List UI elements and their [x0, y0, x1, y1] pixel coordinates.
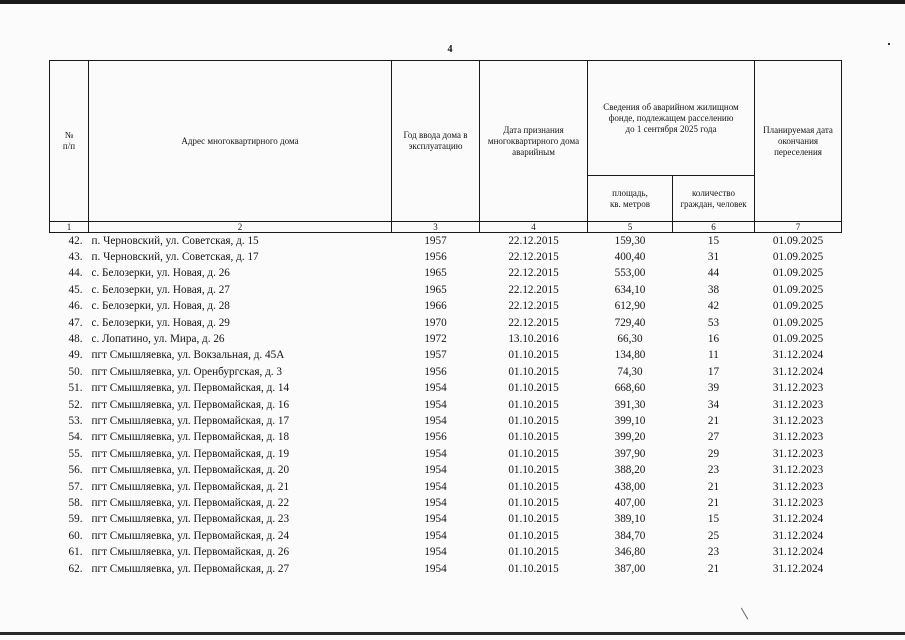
row-people: 15: [707, 234, 720, 247]
row-year: 1956: [424, 251, 447, 264]
row-number: 62.: [68, 562, 83, 575]
row-year: 1954: [424, 480, 447, 493]
row-number: 47.: [68, 316, 83, 329]
row-year: 1954: [424, 382, 447, 395]
row-year: 1972: [424, 333, 447, 346]
row-planned-date: 31.12.2024: [772, 349, 824, 362]
row-area: 384,70: [614, 529, 646, 542]
row-area: 438,00: [614, 480, 646, 493]
row-emergency-date: 01.10.2015: [508, 431, 559, 444]
column-number: 6: [673, 222, 755, 233]
row-number: 53.: [68, 414, 83, 427]
row-year: 1966: [424, 300, 447, 313]
row-address: пгт Смышляевка, ул. Вокзальная, д. 45А: [91, 349, 285, 362]
table-row: [50, 348, 842, 364]
row-emergency-date: 01.10.2015: [508, 447, 559, 460]
row-year: 1954: [424, 562, 447, 575]
table-row: [50, 282, 842, 298]
row-year: 1954: [424, 447, 447, 460]
row-area: 346,80: [614, 546, 646, 559]
row-number: 58.: [68, 496, 83, 509]
row-people: 39: [707, 382, 720, 395]
row-area: 668,60: [614, 382, 646, 395]
row-planned-date: 01.09.2025: [772, 267, 824, 280]
row-year: 1957: [424, 234, 447, 247]
table-row: [50, 233, 842, 250]
row-planned-date: 31.12.2024: [772, 562, 824, 575]
page-number: 4: [447, 44, 453, 55]
row-year: 1954: [424, 496, 447, 509]
header-area: площадь, кв. метров: [588, 176, 673, 222]
row-year: 1954: [424, 464, 447, 477]
table-row: [50, 528, 842, 544]
row-planned-date: 31.12.2023: [772, 464, 824, 477]
row-area: 399,10: [614, 414, 646, 427]
row-emergency-date: 01.10.2015: [508, 496, 559, 509]
scan-edge-bottom: [0, 632, 905, 635]
row-number: 60.: [68, 529, 83, 542]
row-emergency-date: 01.10.2015: [508, 398, 559, 411]
row-emergency-date: 22.12.2015: [508, 300, 559, 313]
row-number: 54.: [68, 431, 83, 444]
row-number: 55.: [68, 447, 83, 460]
row-address: с. Белозерки, ул. Новая, д. 28: [91, 300, 230, 313]
row-address: пгт Смышляевка, ул. Первомайская, д. 24: [91, 529, 290, 542]
row-number: 43.: [68, 251, 83, 264]
header-num: № п/п: [50, 61, 89, 222]
row-address: пгт Смышляевка, ул. Первомайская, д. 21: [91, 480, 290, 493]
row-year: 1954: [424, 414, 447, 427]
row-area: 399,20: [614, 431, 646, 444]
table-row: [50, 544, 842, 560]
row-address: пгт Смышляевка, ул. Первомайская, д. 19: [91, 447, 290, 460]
row-address: с. Белозерки, ул. Новая, д. 29: [91, 316, 230, 329]
table-row: [50, 561, 842, 577]
row-year: 1965: [424, 283, 447, 296]
row-address: пгт Смышляевка, ул. Первомайская, д. 14: [91, 382, 290, 395]
row-people: 27: [707, 431, 720, 444]
row-year: 1954: [424, 546, 447, 559]
table-row: [50, 266, 842, 282]
header-date-emergency: Дата признания многоквартирного дома аварийным: [480, 61, 588, 222]
row-area: 391,30: [614, 398, 646, 411]
table-row: [50, 495, 842, 511]
row-emergency-date: 01.10.2015: [508, 529, 559, 542]
row-address: п. Черновский, ул. Советская, д. 17: [91, 251, 259, 264]
row-planned-date: 31.12.2023: [772, 398, 824, 411]
row-year: 1970: [424, 316, 447, 329]
row-number: 44.: [68, 267, 83, 280]
table-row: [50, 249, 842, 265]
scan-scratch: [741, 608, 748, 620]
row-area: 66,30: [617, 333, 643, 346]
row-number: 51.: [68, 382, 83, 395]
row-area: 74,30: [617, 365, 643, 378]
row-people: 21: [707, 562, 720, 575]
row-people: 29: [707, 447, 720, 460]
row-area: 407,00: [614, 496, 646, 509]
row-year: 1954: [424, 398, 447, 411]
row-planned-date: 01.09.2025: [772, 251, 824, 264]
row-planned-date: 31.12.2024: [772, 365, 824, 378]
row-address: пгт Смышляевка, ул. Оренбургская, д. 3: [91, 365, 282, 378]
row-people: 23: [707, 464, 720, 477]
row-year: 1956: [424, 365, 447, 378]
column-number: 3: [392, 222, 480, 233]
table-row: [50, 381, 842, 397]
row-number: 42.: [68, 234, 83, 247]
column-number: 1: [50, 222, 89, 233]
row-people: 53: [707, 316, 720, 329]
row-year: 1965: [424, 267, 447, 280]
row-emergency-date: 01.10.2015: [508, 513, 559, 526]
row-address: пгт Смышляевка, ул. Первомайская, д. 26: [91, 546, 290, 559]
table-row: [50, 315, 842, 331]
row-emergency-date: 01.10.2015: [508, 480, 559, 493]
scan-speck: [888, 43, 890, 45]
row-number: 57.: [68, 480, 83, 493]
row-people: 15: [707, 513, 720, 526]
row-planned-date: 31.12.2023: [772, 431, 824, 444]
row-planned-date: 31.12.2024: [772, 513, 824, 526]
header-planned-date: Планируемая дата окончания переселения: [755, 61, 842, 222]
row-planned-date: 01.09.2025: [772, 316, 824, 329]
row-area: 159,30: [614, 234, 646, 247]
row-number: 59.: [68, 513, 83, 526]
row-area: 388,20: [614, 464, 646, 477]
row-planned-date: 31.12.2023: [772, 414, 824, 427]
column-number: 4: [480, 222, 588, 233]
row-people: 38: [707, 283, 720, 296]
row-area: 634,10: [614, 283, 646, 296]
row-number: 56.: [68, 464, 83, 477]
row-planned-date: 31.12.2024: [772, 529, 824, 542]
row-number: 48.: [68, 333, 83, 346]
row-emergency-date: 22.12.2015: [508, 234, 559, 247]
row-number: 52.: [68, 398, 83, 411]
row-emergency-date: 01.10.2015: [508, 349, 559, 362]
row-planned-date: 31.12.2023: [772, 447, 824, 460]
row-people: 23: [707, 546, 720, 559]
row-area: 400,40: [614, 251, 646, 264]
row-address: п. Черновский, ул. Советская, д. 15: [91, 234, 259, 247]
row-emergency-date: 01.10.2015: [508, 562, 559, 575]
row-number: 45.: [68, 283, 83, 296]
row-address: пгт Смышляевка, ул. Первомайская, д. 20: [91, 464, 290, 477]
column-number: 2: [89, 222, 392, 233]
row-area: 397,90: [614, 447, 646, 460]
row-people: 21: [707, 480, 720, 493]
row-area: 612,90: [614, 300, 646, 313]
header-people: количество граждан, человек: [673, 176, 755, 222]
header-year: Год ввода дома в эксплуатацию: [392, 61, 480, 222]
row-address: с. Лопатино, ул. Мира, д. 26: [91, 333, 225, 346]
table-row: [50, 446, 842, 462]
row-area: 134,80: [614, 349, 646, 362]
row-address: пгт Смышляевка, ул. Первомайская, д. 22: [91, 496, 290, 509]
table-row: [50, 331, 842, 347]
row-emergency-date: 13.10.2016: [508, 333, 559, 346]
row-planned-date: 31.12.2024: [772, 546, 824, 559]
row-area: 387,00: [614, 562, 646, 575]
row-address: пгт Смышляевка, ул. Первомайская, д. 17: [91, 414, 290, 427]
row-address: с. Белозерки, ул. Новая, д. 26: [91, 267, 230, 280]
row-emergency-date: 01.10.2015: [508, 546, 559, 559]
row-address: пгт Смышляевка, ул. Первомайская, д. 16: [91, 398, 290, 411]
row-year: 1954: [424, 529, 447, 542]
row-people: 34: [707, 398, 720, 411]
row-planned-date: 01.09.2025: [772, 300, 824, 313]
row-area: 553,00: [614, 267, 646, 280]
row-address: пгт Смышляевка, ул. Первомайская, д. 27: [91, 562, 290, 575]
table-row: [50, 462, 842, 478]
table-row: [50, 512, 842, 528]
column-number: 7: [755, 222, 842, 233]
row-planned-date: 31.12.2023: [772, 496, 824, 509]
row-emergency-date: 01.10.2015: [508, 464, 559, 477]
row-address: пгт Смышляевка, ул. Первомайская, д. 18: [91, 431, 290, 444]
table-row: [50, 397, 842, 413]
row-people: 16: [707, 333, 720, 346]
row-people: 44: [707, 267, 720, 280]
row-emergency-date: 22.12.2015: [508, 251, 559, 264]
table-row: [50, 364, 842, 380]
row-people: 21: [707, 496, 720, 509]
row-planned-date: 31.12.2023: [772, 480, 824, 493]
table-row: [50, 479, 842, 495]
row-planned-date: 01.09.2025: [772, 234, 824, 247]
row-area: 389,10: [614, 513, 646, 526]
emergency-housing-table: [49, 60, 842, 577]
row-number: 49.: [68, 349, 83, 362]
row-planned-date: 01.09.2025: [772, 333, 824, 346]
row-emergency-date: 22.12.2015: [508, 267, 559, 280]
row-number: 46.: [68, 300, 83, 313]
row-year: 1957: [424, 349, 447, 362]
table-row: [50, 430, 842, 446]
row-people: 11: [708, 349, 719, 362]
row-people: 31: [707, 251, 720, 264]
table-row: [50, 413, 842, 429]
row-planned-date: 01.09.2025: [772, 283, 824, 296]
scan-edge-top: [0, 0, 905, 4]
table-row: [50, 299, 842, 315]
row-emergency-date: 01.10.2015: [508, 382, 559, 395]
row-address: с. Белозерки, ул. Новая, д. 27: [91, 283, 230, 296]
row-year: 1954: [424, 513, 447, 526]
row-emergency-date: 22.12.2015: [508, 316, 559, 329]
row-people: 42: [707, 300, 720, 313]
row-address: пгт Смышляевка, ул. Первомайская, д. 23: [91, 513, 290, 526]
row-people: 17: [707, 365, 720, 378]
column-number: 5: [588, 222, 673, 233]
row-emergency-date: 01.10.2015: [508, 365, 559, 378]
row-planned-date: 31.12.2023: [772, 382, 824, 395]
row-number: 61.: [68, 546, 83, 559]
row-number: 50.: [68, 365, 83, 378]
row-emergency-date: 01.10.2015: [508, 414, 559, 427]
header-fund-info: Сведения об аварийном жилищном фонде, подлежащем расселению до 1 сентября 2025 года: [588, 61, 755, 176]
row-area: 729,40: [614, 316, 646, 329]
header-address: Адрес многоквартирного дома: [89, 61, 392, 222]
row-year: 1956: [424, 431, 447, 444]
row-emergency-date: 22.12.2015: [508, 283, 559, 296]
row-people: 21: [707, 414, 720, 427]
row-people: 25: [707, 529, 720, 542]
